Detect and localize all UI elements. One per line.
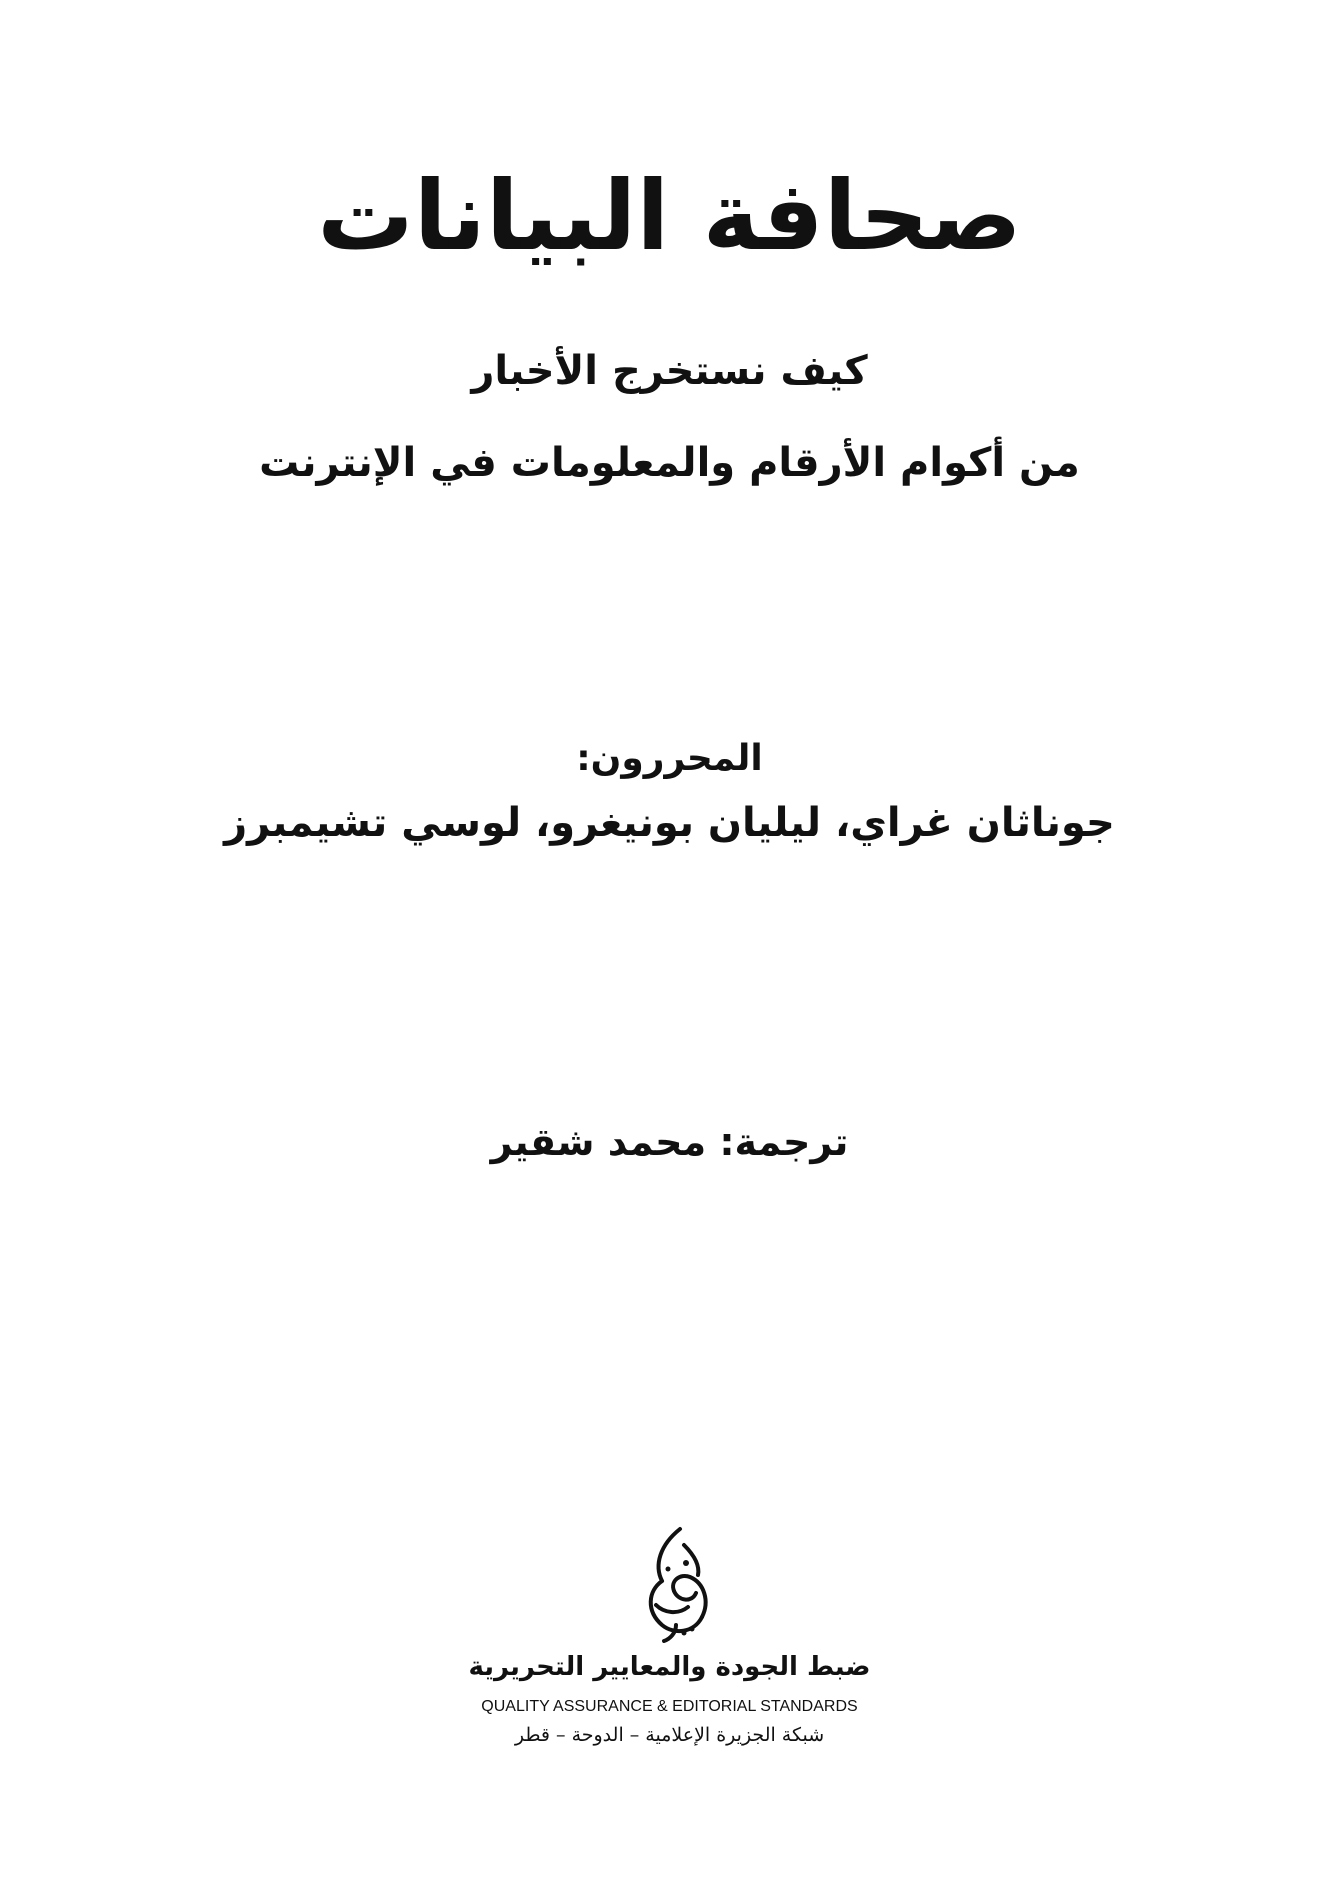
translator-credit: ترجمة: محمد شقير bbox=[490, 1120, 849, 1164]
quality-assurance-english: QUALITY ASSURANCE & EDITORIAL STANDARDS bbox=[481, 1698, 858, 1715]
al-jazeera-logo-icon bbox=[640, 1525, 716, 1643]
book-title: صحافة البيانات bbox=[317, 160, 1022, 272]
network-location: شبكة الجزيرة الإعلامية – الدوحة – قطر bbox=[514, 1724, 825, 1746]
subtitle-line-2: من أكوام الأرقام والمعلومات في الإنترنت bbox=[259, 440, 1080, 486]
subtitle-line-1: كيف نستخرج الأخبار bbox=[471, 348, 868, 394]
editors-label: المحررون: bbox=[576, 738, 763, 779]
quality-assurance-arabic: ضبط الجودة والمعايير التحريرية bbox=[468, 1652, 871, 1682]
editors-names: جوناثان غراي، ليليان بونيغرو، لوسي تشيمبرز bbox=[224, 800, 1115, 846]
